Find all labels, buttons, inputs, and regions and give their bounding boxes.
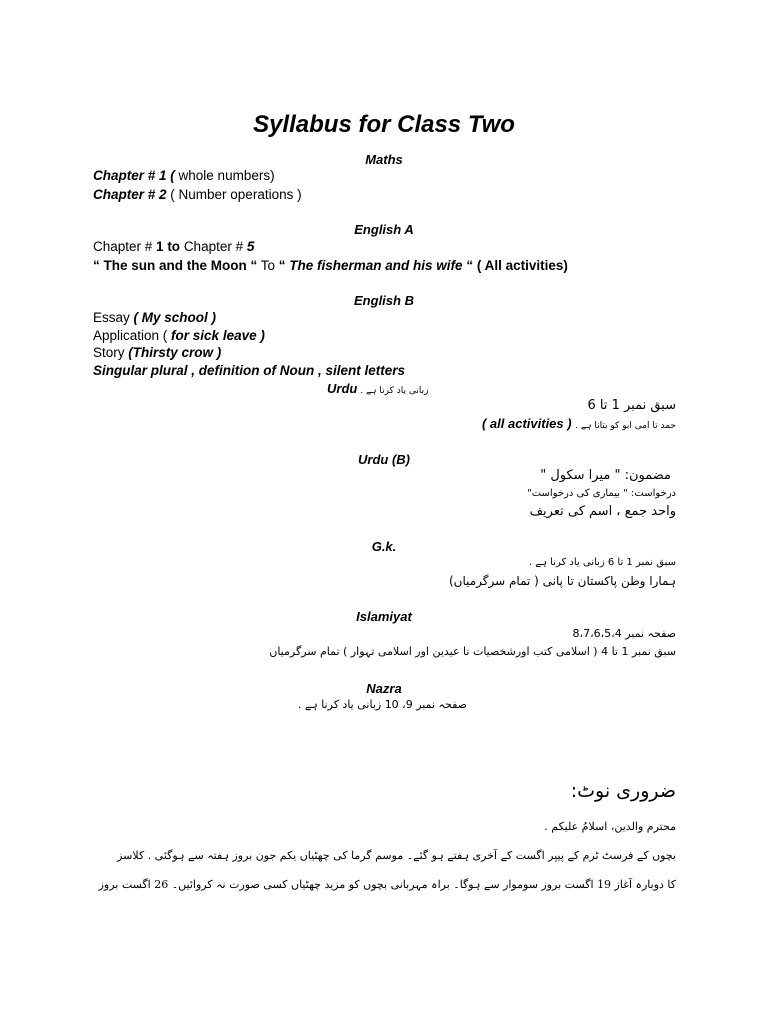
maths-chapter-1-text: whole numbers) <box>174 168 275 183</box>
urdu-line-1: سبق نمبر 1 تا 6 <box>587 398 676 413</box>
urdu-b-heading: Urdu (B) <box>358 452 410 467</box>
gk-line-1: سبق نمبر 1 تا 6 زبانی یاد کرنا ہے . <box>528 557 676 568</box>
maths-chapter-2-label: Chapter # 2 <box>93 187 167 202</box>
english-a-quote-open: “ <box>278 258 290 273</box>
urdu-line-2 <box>482 416 676 431</box>
note-greeting: محترم والدین، اسلامُ علیکم . <box>544 820 676 833</box>
islamiyat-pages: صفحہ نمبر 8،7،6،5،4 <box>572 627 676 640</box>
islamiyat-lessons: سبق نمبر 1 تا 4 ( اسلامی کتب اورشخصیات تا عیدین اور اسلامی تہوار ) تمام سرگرمیاں <box>269 645 676 658</box>
gk-line-2: ہمارا وطن پاکستان تا پانی ( تمام سرگرمیاں) <box>448 574 676 588</box>
maths-heading: Maths <box>365 152 403 167</box>
note-paragraph-line-1: بچوں کے فرسٹ ٹرم کے پیپر اگست کے آخری ہفتے ہو گئے۔ موسمِ گرما کی چھٹیاں یکم جون بروز ہفتہ سے ہوگئی . کلاسز <box>117 849 676 862</box>
urdu-b-application: درخواست: " بیماری کی درخواست" <box>527 488 676 499</box>
english-a-story-to: The fisherman and his wife <box>289 258 463 273</box>
english-a-story-to-word: To <box>257 258 279 273</box>
english-a-chapter-to-label: Chapter # <box>183 239 247 254</box>
note-title: ضروری نوٹ: <box>570 780 676 802</box>
nazra-line: صفحہ نمبر 9، 10 زبانی یاد کرنا ہے . <box>297 698 467 711</box>
english-b-application-label: Application ( <box>93 328 172 343</box>
urdu-heading-line <box>327 381 428 396</box>
urdu-b-essay: مضمون: " میرا سکول " <box>540 468 671 483</box>
english-b-application-value: for sick leave ) <box>171 328 265 343</box>
maths-chapter-1-label: Chapter # 1 ( <box>93 168 175 183</box>
urdu-b-grammar: واحد جمع ، اسم کی تعریف <box>529 504 676 519</box>
urdu-heading: Urdu <box>327 381 358 396</box>
english-a-chapters <box>93 239 254 254</box>
english-b-story-label: Story <box>93 345 129 360</box>
note-paragraph-line-2: کا دوبارہ آغاز 19 اگست بروز سوموار سے ہوگا۔ براہ مہربانی بچوں کو مزید چھٹیاں کسی صورت نہ کروائیں۔ 26 اگست بروز <box>98 878 676 891</box>
english-a-activities: “ ( All activities) <box>462 258 568 273</box>
english-a-stories <box>93 258 568 273</box>
english-b-heading: English B <box>354 293 414 308</box>
urdu-heading-note: . زبانی یاد کرنا ہے <box>357 386 429 396</box>
english-a-heading: English A <box>354 222 414 237</box>
english-b-story-value: (Thirsty crow ) <box>128 345 222 360</box>
maths-chapter-2-text: ( Number operations ) <box>166 187 302 202</box>
english-a-to: to <box>163 239 184 254</box>
english-a-chapter-to: 5 <box>246 239 255 254</box>
english-b-story <box>93 345 221 360</box>
maths-chapter-2 <box>93 187 302 202</box>
english-b-grammar: Singular plural , definition of Noun , silent letters <box>93 363 406 378</box>
english-a-chapter-from: 1 <box>156 239 164 254</box>
page-title: Syllabus for Class Two <box>253 111 515 138</box>
english-b-essay-label: Essay <box>93 310 134 325</box>
english-b-application <box>93 328 265 343</box>
islamiyat-heading: Islamiyat <box>356 609 412 624</box>
maths-chapter-1 <box>93 168 275 183</box>
english-a-chapter-from-label: Chapter # <box>93 239 157 254</box>
english-b-essay <box>93 310 216 325</box>
gk-heading: G.k. <box>371 539 397 554</box>
urdu-line-2-text: حمد تا امی ابو کو بتانا ہے . <box>575 421 676 431</box>
english-a-story-from: “ The sun and the Moon “ <box>93 258 258 273</box>
urdu-activities: ( all activities ) <box>481 416 572 431</box>
english-b-essay-value: ( My school ) <box>133 310 217 325</box>
nazra-heading: Nazra <box>366 681 402 696</box>
